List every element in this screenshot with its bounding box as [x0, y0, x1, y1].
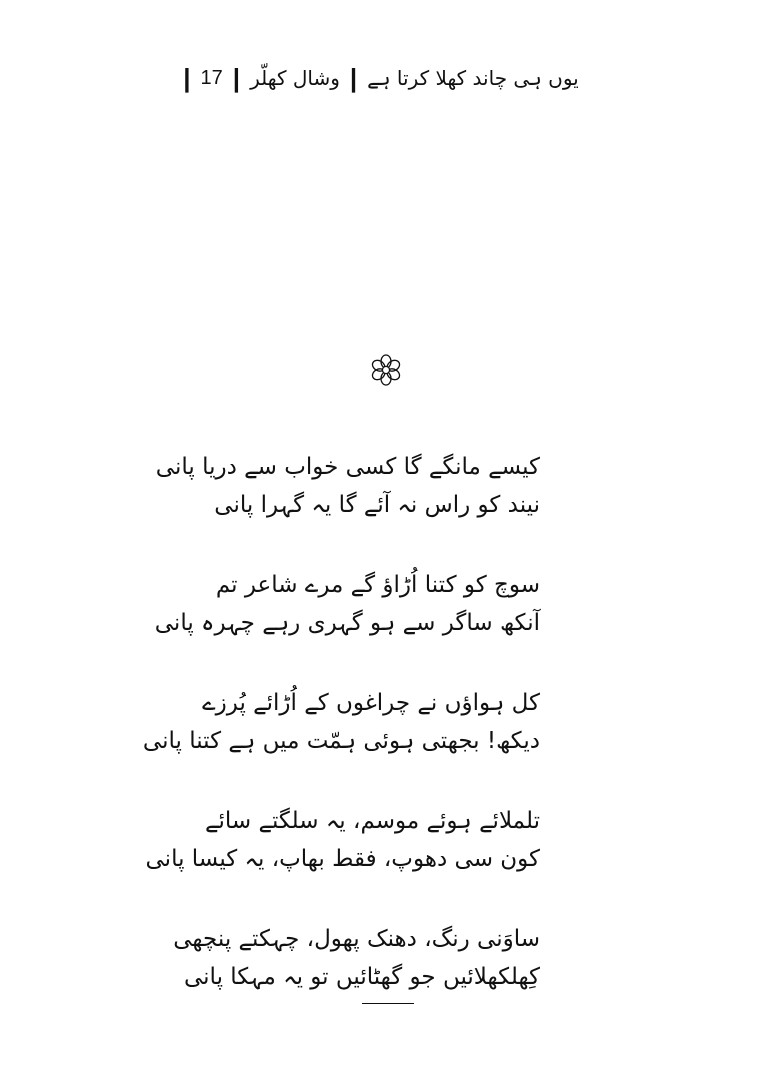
end-divider [362, 1003, 414, 1004]
header-separator: | [349, 63, 358, 93]
couplet [173, 920, 540, 996]
couplet [154, 566, 540, 642]
ghazal [142, 448, 540, 1038]
verse-line: ساوَنی رنگ، دھنک پھول، چہکتے پنچھی [173, 926, 540, 952]
running-header [0, 58, 762, 98]
verse-line: نیند کو راس نہ آئے گا یہ گہرا پانی [214, 492, 540, 518]
verse-line: آنکھ ساگر سے ہو گہری رہے چہرہ پانی [154, 610, 540, 636]
verse-line: سوچ کو کتنا اُڑاؤ گے مرے شاعر تم [215, 572, 540, 598]
verse-line: دیکھ! بجھتی ہوئی ہمّت میں ہے کتنا پانی [142, 728, 540, 754]
couplet [142, 684, 540, 760]
flower-icon [368, 352, 404, 388]
header-separator: | [232, 63, 241, 93]
verse-line: کِھلکھلائیں جو گھٹائیں تو یہ مہکا پانی [183, 964, 540, 990]
verse-line: کون سی دھوپ، فقط بھاپ، یہ کیسا پانی [145, 846, 540, 872]
verse-line: کل ہواؤں نے چراغوں کے اُڑائے پُرزے [202, 690, 540, 716]
page-number: 17 [200, 66, 223, 89]
verse-line: تلملائے ہوئے موسم، یہ سلگتے سائے [205, 808, 540, 834]
verse-line: کیسے مانگے گا کسی خواب سے دریا پانی [155, 454, 540, 480]
header-separator: | [183, 63, 191, 93]
couplet [155, 448, 540, 524]
author-name: وشال کھلّر [250, 66, 340, 90]
couplet [145, 802, 540, 878]
book-title: یوں ہی چاند کھلا کرتا ہے [367, 66, 579, 90]
